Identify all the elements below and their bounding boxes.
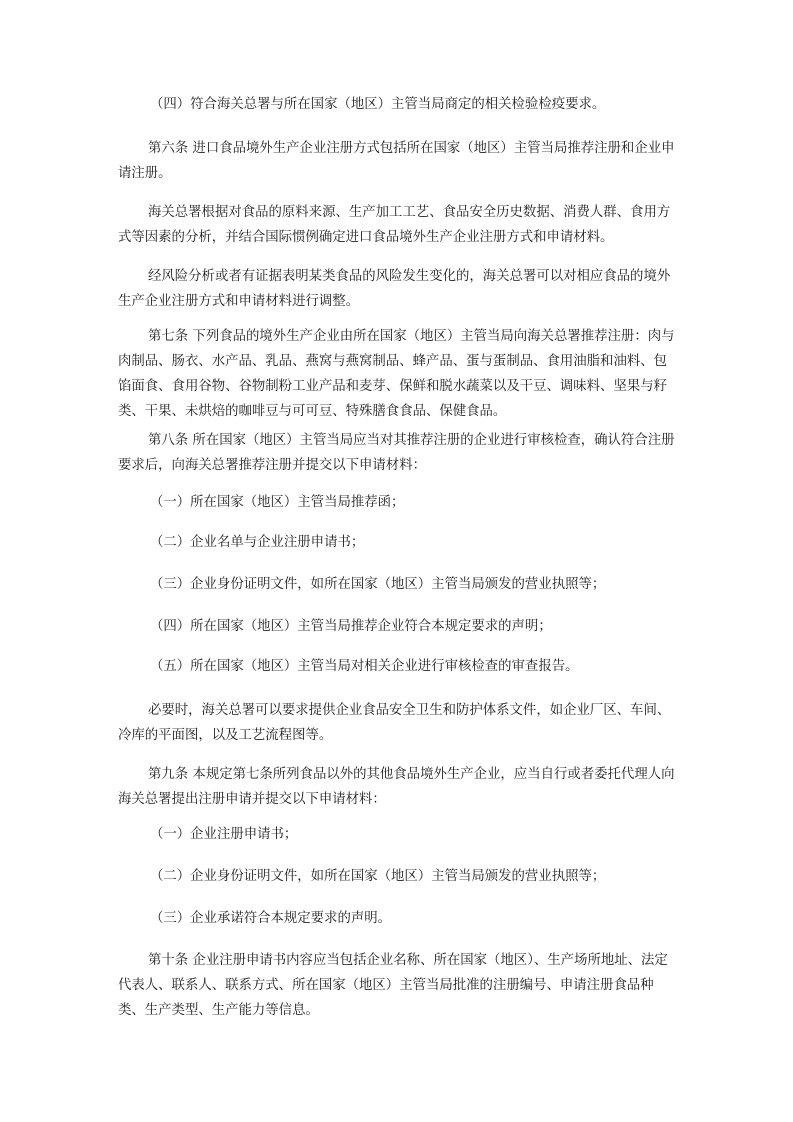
paragraph-article-8-item-5: （五）所在国家（地区）主管当局对相关企业进行审核检查的审查报告。 <box>150 659 579 674</box>
paragraph-registration-method-basis: 海关总署根据对食品的原料来源、生产加工工艺、食品安全历史数据、消费人群、食用方式等因素的分析，并结合国际惯例确定进口食品境外生产企业注册方式和申请材料。 <box>118 205 671 245</box>
paragraph-article-8-item-2: （二）企业名单与企业注册申请书； <box>150 535 365 550</box>
paragraph-article-8-item-1: （一）所在国家（地区）主管当局推荐函； <box>150 495 405 510</box>
paragraph-additional-documents: 必要时，海关总署可以要求提供企业食品安全卫生和防护体系文件，如企业厂区、车间、冷库的平面图，以及工艺流程图等。 <box>118 703 671 743</box>
paragraph-article-9: 第九条 本规定第七条所列食品以外的其他食品境外生产企业，应当自行或者委托代理人向海关总署提出注册申请并提交以下申请材料： <box>118 767 675 807</box>
paragraph-article-8-item-3: （三）企业身份证明文件，如所在国家（地区）主管当局颁发的营业执照等； <box>150 577 606 592</box>
paragraph-item-4-inspection-requirements: （四）符合海关总署与所在国家（地区）主管当局商定的相关检验检疫要求。 <box>150 97 606 112</box>
paragraph-article-8: 第八条 所在国家（地区）主管当局应当对其推荐注册的企业进行审核检查，确认符合注册要求后，向海关总署推荐注册并提交以下申请材料： <box>118 433 675 473</box>
paragraph-article-6: 第六条 进口食品境外生产企业注册方式包括所在国家（地区）主管当局推荐注册和企业申请注册。 <box>118 141 675 181</box>
paragraph-article-9-item-2: （二）企业身份证明文件，如所在国家（地区）主管当局颁发的营业执照等； <box>150 869 606 884</box>
paragraph-article-7: 第七条 下列食品的境外生产企业由所在国家（地区）主管当局向海关总署推荐注册：肉与肉制品、肠衣、水产品、乳品、燕窝与燕窝制品、蜂产品、蛋与蛋制品、食用油脂和油料、包馅面食、食用谷物、谷物制粉工业产品和麦芽、保鲜和脱水蔬菜以及干豆、调味料、坚果与籽类、干果、未烘焙的咖啡豆与可可豆、特殊膳食食品、保健食品。 <box>118 329 675 419</box>
paragraph-article-8-item-4: （四）所在国家（地区）主管当局推荐企业符合本规定要求的声明； <box>150 619 552 634</box>
paragraph-article-9-item-3: （三）企业承诺符合本规定要求的声明。 <box>150 911 392 926</box>
paragraph-article-10: 第十条 企业注册申请书内容应当包括企业名称、所在国家（地区）、生产场所地址、法定代表人、联系人、联系方式、所在国家（地区）主管当局批准的注册编号、申请注册食品种类、生产类型、生产能力等信息。 <box>118 953 668 1018</box>
paragraph-article-9-item-1: （一）企业注册申请书； <box>150 827 298 842</box>
paragraph-risk-adjustment: 经风险分析或者有证据表明某类食品的风险发生变化的，海关总署可以对相应食品的境外生产企业注册方式和申请材料进行调整。 <box>118 269 671 309</box>
